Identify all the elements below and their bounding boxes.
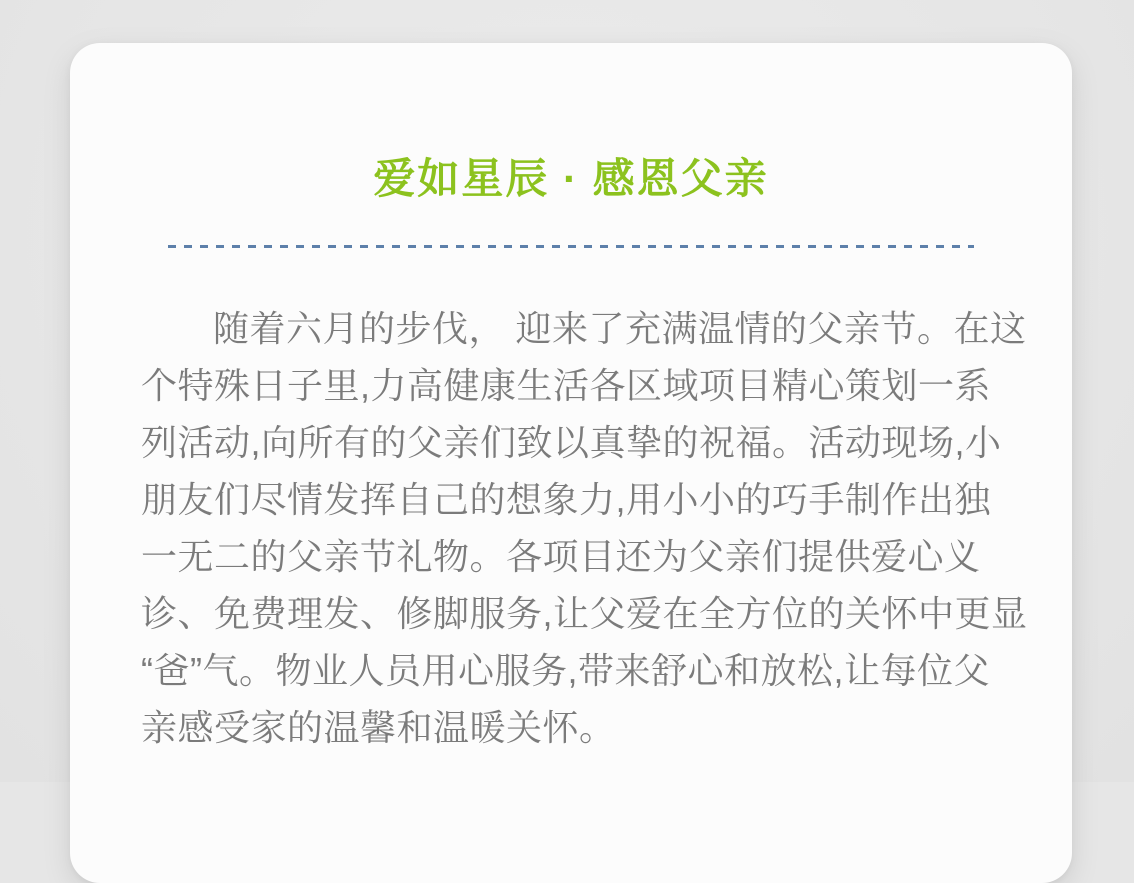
paragraph-line: 一无二的父亲节礼物。各项目还为父亲们提供爱心义	[141, 536, 981, 577]
paragraph-line: 列活动,向所有的父亲们致以真挚的祝福。活动现场,小	[141, 422, 1002, 463]
paragraph-line: 诊、免费理发、修脚服务,让父爱在全方位的关怀中更显	[141, 593, 1028, 634]
paragraph-line: 个特殊日子里,力高健康生活各区域项目精心策划一系	[141, 365, 992, 406]
paragraph-line: “爸”气。物业人员用心服务,带来舒心和放松,让每位父	[141, 650, 990, 691]
paragraph-line: 朋友们尽情发挥自己的想象力,用小小的巧手制作出独	[141, 479, 992, 520]
article-title: 爱如星辰 · 感恩父亲	[373, 155, 769, 202]
paragraph-line: 随着六月的步伐， 迎来了充满温情的父亲节。在这	[213, 308, 1027, 349]
article-paragraph	[70, 300, 1072, 756]
dashed-divider	[168, 245, 974, 248]
article-card	[70, 43, 1072, 883]
paragraph-line: 亲感受家的温馨和温暖关怀。	[141, 707, 616, 748]
